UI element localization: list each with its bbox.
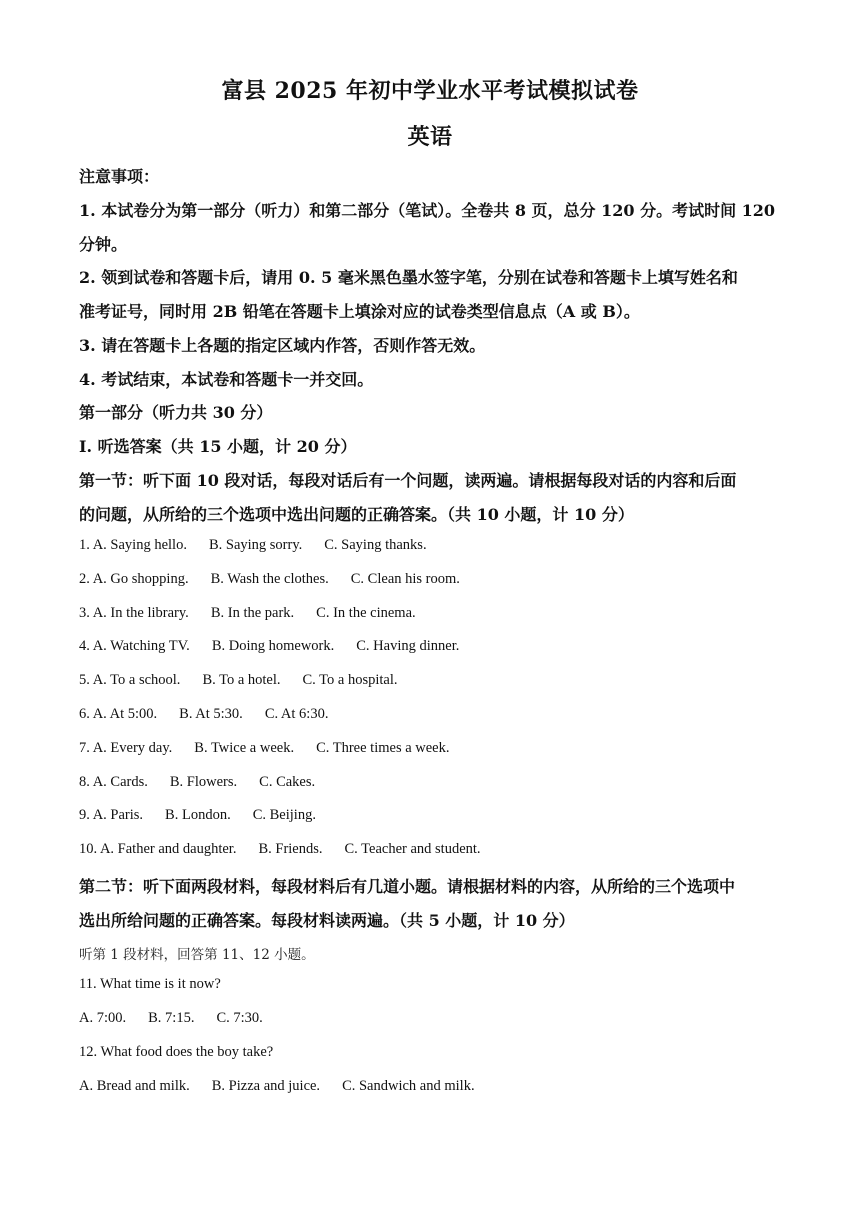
option-b: B. Friends. <box>258 841 323 857</box>
question-row <box>79 740 789 757</box>
option-c: C. Beijing. <box>252 807 316 823</box>
option-c: C. Three times a week. <box>316 740 450 756</box>
option-a: 4. A. Watching TV. <box>79 638 190 654</box>
question-stem: 11. What time is it now? <box>79 976 221 992</box>
question-row <box>79 638 789 655</box>
option-a: 2. A. Go shopping. <box>79 571 189 587</box>
question-row <box>79 605 789 622</box>
option-b: B. Wash the clothes. <box>210 571 329 587</box>
option-c: C. To a hospital. <box>302 672 398 688</box>
notice-item: 分钟。 <box>79 235 128 254</box>
notice-item: 2. 领到试卷和答题卡后，请用 0. 5 毫米黑色墨水签字笔，分别在试卷和答题卡上填写姓名和 <box>79 268 738 287</box>
question-row <box>79 706 789 723</box>
option-c: C. 7:30. <box>216 1010 263 1026</box>
option-c: C. Cakes. <box>259 774 316 790</box>
option-c: C. Saying thanks. <box>324 537 427 553</box>
question-row <box>79 537 789 554</box>
section1-intro: 第一节：听下面 10 段对话，每段对话后有一个问题，读两遍。请根据每段对话的内容和后面 <box>79 471 737 490</box>
option-a: 1. A. Saying hello. <box>79 537 187 553</box>
option-b: B. Flowers. <box>169 774 238 790</box>
option-a: 6. A. At 5:00. <box>79 706 158 722</box>
option-c: C. Having dinner. <box>356 638 460 654</box>
exam-title: 富县 2025 年初中学业水平考试模拟试卷 <box>221 78 639 104</box>
option-a: 8. A. Cards. <box>79 774 148 790</box>
option-a: 7. A. Every day. <box>79 740 173 756</box>
option-b: B. Twice a week. <box>194 740 295 756</box>
section2-intro: 选出所给问题的正确答案。每段材料读两遍。（共 5 小题，计 10 分） <box>79 911 575 930</box>
option-a: 10. A. Father and daughter. <box>79 841 237 857</box>
section-heading: I. 听选答案（共 15 小题，计 20 分） <box>79 437 357 456</box>
option-a: A. Bread and milk. <box>79 1078 190 1094</box>
notice-item: 1. 本试卷分为第一部分（听力）和第二部分（笔试）。全卷共 8 页，总分 120 分。考试时间 120 <box>79 201 776 220</box>
option-c: C. Teacher and student. <box>344 841 481 857</box>
option-b: B. To a hotel. <box>202 672 281 688</box>
option-a: A. 7:00. <box>79 1010 127 1026</box>
question-row <box>79 672 789 689</box>
question-row <box>79 841 789 858</box>
option-c: C. In the cinema. <box>316 605 416 621</box>
part1-heading: 第一部分（听力共 30 分） <box>79 403 273 422</box>
question-row <box>79 1078 789 1095</box>
question-row <box>79 571 789 588</box>
question-stem: 12. What food does the boy take? <box>79 1044 274 1060</box>
option-b: B. London. <box>165 807 231 823</box>
option-c: C. Clean his room. <box>350 571 460 587</box>
option-b: B. Doing homework. <box>211 638 335 654</box>
option-b: B. Saying sorry. <box>208 537 303 553</box>
option-b: B. 7:15. <box>148 1010 195 1026</box>
option-b: B. In the park. <box>210 605 295 621</box>
question-row <box>79 774 789 791</box>
notice-heading: 注意事项： <box>79 167 160 186</box>
notice-item: 3. 请在答题卡上各题的指定区域内作答，否则作答无效。 <box>79 336 486 355</box>
option-b: B. At 5:30. <box>179 706 243 722</box>
section2-intro: 第二节：听下面两段材料，每段材料后有几道小题。请根据材料的内容，从所给的三个选项中 <box>79 877 736 896</box>
material-instruction: 听第 1 段材料，回答第 11、12 小题。 <box>79 947 315 963</box>
subject-title: 英语 <box>407 124 453 150</box>
section1-intro: 的问题，从所给的三个选项中选出问题的正确答案。（共 10 小题，计 10 分） <box>79 505 634 524</box>
question-row <box>79 1010 789 1027</box>
option-a: 5. A. To a school. <box>79 672 181 688</box>
option-c: C. Sandwich and milk. <box>342 1078 475 1094</box>
option-b: B. Pizza and juice. <box>211 1078 321 1094</box>
option-a: 3. A. In the library. <box>79 605 189 621</box>
question-row <box>79 807 789 824</box>
option-c: C. At 6:30. <box>264 706 329 722</box>
notice-item: 准考证号，同时用 2B 铅笔在答题卡上填涂对应的试卷类型信息点（A 或 B）。 <box>79 302 640 321</box>
notice-item: 4. 考试结束，本试卷和答题卡一并交回。 <box>79 370 374 389</box>
option-a: 9. A. Paris. <box>79 807 144 823</box>
